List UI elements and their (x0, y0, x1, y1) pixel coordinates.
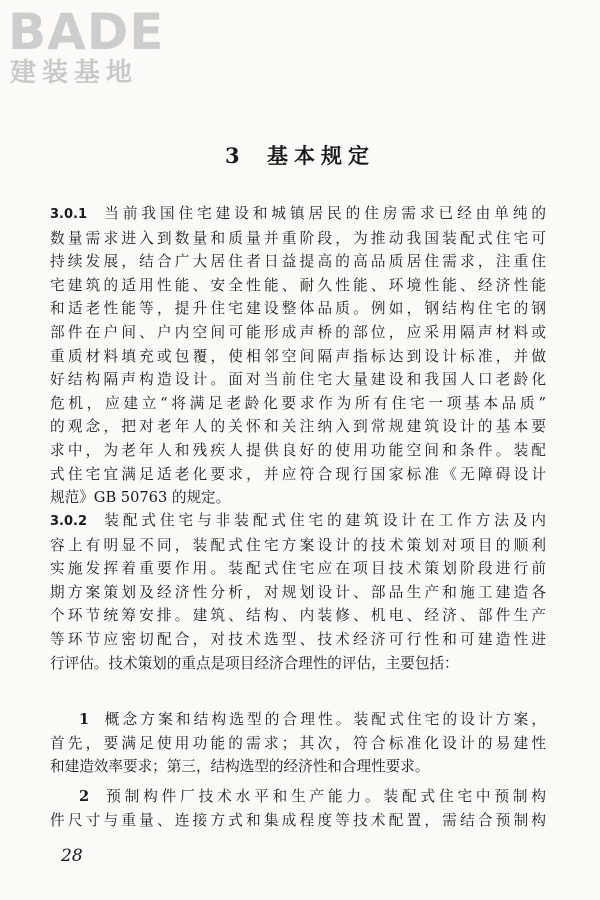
paragraph-line: 式住宅宜满足适老化要求，并应符合现行国家标准《无障碍设计 (50, 465, 546, 483)
clause-number: 3.0.2 (50, 514, 88, 529)
clause-number: 3.0.1 (50, 207, 88, 222)
paragraph-line: 规范》GB 50763 的规定。 (50, 489, 231, 507)
list-item-1 (50, 708, 546, 779)
paragraph-line: 3.0.2 装配式住宅与非装配式住宅的建筑设计在工作方法及内 (50, 512, 546, 529)
paragraph-line: 和建造效率要求；第三，结构选型的经济性和合理性要求。 (50, 758, 430, 776)
paragraph-line: 行评估。技术策划的重点是项目经济合理性的评估，主要包括： (50, 654, 459, 672)
paragraph-line: 2 预制构件厂技术水平和生产能力。装配式住宅中预制构 (79, 788, 546, 805)
item-number: 2 (79, 788, 90, 805)
publisher-logo (8, 4, 178, 90)
clause-3-0-1 (50, 202, 546, 510)
chapter-title: 3 基本规定 (225, 143, 375, 168)
paragraph-line: 重质材料填充或包覆，使相邻空间隔声指标达到设计标准，并做 (50, 347, 546, 365)
paragraph-line: 部件在户间、户内空间可能形成声桥的部位，应采用隔声材料或 (50, 323, 546, 341)
paragraph-line: 宅建筑的适用性能、安全性能、耐久性能、环境性能、经济性能 (50, 276, 546, 294)
page-number: 28 (61, 846, 83, 866)
logo-wordmark: BADE (8, 3, 165, 61)
clause-3-0-2 (50, 509, 546, 675)
list-item-2 (50, 785, 546, 832)
paragraph-line: 3.0.1 当前我国住宅建设和城镇居民的住房需求已经由单纯的 (50, 205, 546, 222)
paragraph-line: 和适老性能等，提升住宅建设整体品质。例如，钢结构住宅的钢 (50, 300, 546, 318)
item-number: 1 (79, 711, 90, 728)
paragraph-line: 数量需求进入到数量和质量并重阶段，为推动我国装配式住宅可 (50, 229, 546, 247)
paragraph-line: 1 概念方案和结构选型的合理性。装配式住宅的设计方案， (79, 711, 546, 728)
logo-subtitle: 建装基地 (10, 58, 139, 88)
paragraph-line: 期方案策划及经济性分析，对规划设计、部品生产和施工建造各 (50, 583, 546, 601)
paragraph-line: 件尺寸与重量、连接方式和集成程度等技术配置，需结合预制构 (50, 811, 546, 829)
paragraph-line: 容上有明显不同，装配式住宅方案设计的技术策划对项目的顺利 (50, 536, 546, 554)
paragraph-line: 个环节统筹安排。建筑、结构、内装修、机电、经济、部件生产 (50, 607, 546, 625)
paragraph-line: 首先，要满足使用功能的需求；其次，符合标准化设计的易建性 (50, 734, 546, 752)
paragraph-line: 持续发展，结合广大居住者日益提高的高品质居住需求，注重住 (50, 253, 546, 271)
paragraph-line: 好结构隔声构造设计。面对当前住宅大量建设和我国人口老龄化 (50, 371, 546, 389)
paragraph-line: 危机，应建立“将满足老龄化要求作为所有住宅一项基本品质” (50, 394, 546, 412)
paragraph-line: 实施发挥着重要作用。装配式住宅应在项目技术策划阶段进行前 (50, 560, 546, 578)
paragraph-line: 的观念，把对老年人的关怀和关注纳入到常规建筑设计的基本要 (50, 418, 546, 436)
paragraph-line: 求中，为老年人和残疾人提供良好的使用功能空间和条件。装配 (50, 441, 546, 459)
paragraph-line: 等环节应密切配合，对技术选型、技术经济可行性和可建造性进 (50, 630, 546, 648)
